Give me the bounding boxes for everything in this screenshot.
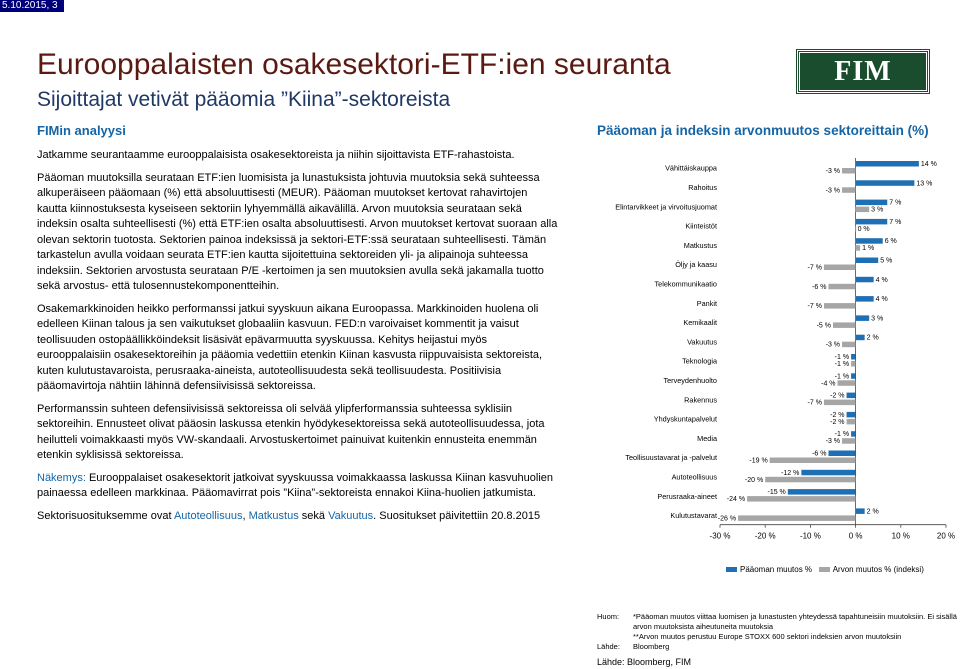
view-text: Eurooppalaiset osakesektorit jatkoivat syyskuussa voimakkaassa laskussa Kiinan kasvuhuolien painaessa edelleen markkinaa. Pääomavirrat pois ”Kiina”-sektoreista ennakoi Kiina-huolien jatkumista. — [37, 471, 554, 499]
capital-change-label: 6 % — [884, 238, 897, 246]
category-label: Telekommunikaatio — [654, 279, 717, 289]
capital-change-label: 7 % — [889, 218, 902, 226]
index-change-bar — [824, 400, 856, 406]
view-label: Näkemys: — [37, 471, 86, 484]
category-label: Teknologia — [682, 356, 717, 366]
paragraph-recommendations — [37, 509, 559, 525]
index-change-bar — [770, 458, 856, 464]
index-change-bar — [838, 380, 856, 386]
index-change-label: 3 % — [871, 206, 884, 214]
capital-change-label: 4 % — [875, 296, 888, 304]
index-change-label: -3 % — [825, 438, 841, 446]
paragraph-performance: Performanssin suhteen defensiivisissä sektoreissa oli selvää ylipferformanssia suhteessa syklisiin sektoreihin. Ennusteet olivat pääosin laskussa etenkin hyödykesektoreissa sekä autoteollisuudessa, jota heilutteli voimakkaasti myös VW-skandaali. Arvostuskertoimet painuivat kuitenkin ennusteita enemmän etenkin syklisissä sektoreissa. — [37, 402, 545, 461]
fim-logo: FIM — [797, 50, 929, 93]
category-label: Kiinteistöt — [685, 221, 717, 231]
page-subtitle: Sijoittajat vetivät pääomia ”Kiina”-sektoreista — [37, 88, 451, 111]
category-label: Rakennus — [684, 395, 717, 405]
capital-change-bar — [856, 258, 879, 264]
category-label: Kemikaalit — [683, 318, 717, 328]
rec-text-c: , — [242, 509, 249, 522]
index-change-label: -19 % — [749, 457, 768, 465]
footnote-label-huom: Huom: — [597, 612, 620, 621]
capital-change-bar — [856, 238, 883, 244]
analysis-text — [37, 148, 559, 531]
capital-change-bar — [856, 161, 919, 167]
legend-swatch-capital — [726, 567, 737, 572]
category-label: Terveydenhuolto — [663, 375, 717, 385]
capital-change-label: 13 % — [916, 180, 933, 188]
paragraph-market: Osakemarkkinoiden heikko performanssi jatkui syyskuun aikana Euroopassa. Markkinoiden huolena oli edelleen Kiinan talous ja sen vaikutukset globaaliin kasvuun. FED:n varoivaiset kommentit ja vaisut teollisuuden ostopäällikköindeksit lisäsivät epävarmuutta syyskuussa. Kehitys heijastui myös eurooppalaisiin osakesektoreihin ja pääomia vedettiin etenkin Kiinan kasvusta riippuvaisista sektoreista, kuten kulutustavaroista, perusraaka-aineista, autoteollisuudesta sekä teollisuudesta. Positiivisia pääomavirtoja nähtiin lähinnä defensiivisissä sektoreissa. — [37, 302, 543, 392]
index-change-label: -7 % — [807, 399, 822, 407]
category-label: Autoteollisuus — [671, 472, 717, 482]
rec-sector-insurance: Vakuutus — [328, 509, 374, 522]
capital-change-label: 7 % — [889, 199, 902, 207]
index-change-bar — [842, 168, 856, 174]
index-change-bar — [842, 187, 856, 193]
capital-change-bar — [851, 373, 856, 379]
footnote-source: Bloomberg — [633, 642, 670, 651]
rec-text-e: sekä — [298, 509, 329, 522]
x-tick-label: 0 % — [848, 531, 863, 541]
index-change-bar — [856, 245, 861, 251]
index-change-label: -6 % — [812, 283, 827, 291]
capital-change-bar — [856, 335, 865, 341]
chart-legend — [726, 565, 924, 574]
x-tick-label: 10 % — [891, 531, 910, 541]
category-label: Teollisuustavarat ja -palvelut — [625, 453, 717, 463]
capital-change-label: -6 % — [812, 450, 827, 458]
capital-change-bar — [856, 277, 874, 283]
capital-change-bar — [851, 354, 856, 360]
x-tick-label: 20 % — [936, 531, 956, 541]
paragraph-intro: Jatkamme seurantaamme eurooppalaisista osakesektoreista ja niihin sijoittavista ETF-rahastoista. — [37, 149, 515, 161]
paragraph-method: Pääoman muutoksilla seurataan ETF:ien luomisista ja lunastuksista johtuvia muutoksia sekä suhteessa alkuperäiseen pääomaan (%) että absoluuttisesti (MEUR). Pääoman muutokset kertovat rahavirtojen kautta kiinnostuksesta kyseiseen sektoriin lyhyemmällä aikavälillä. Arvon muutoksia seurataan sekä indeksin osalta suhteellisesti (%) että ETF:ien osalta absoluuttisesti. Arvon muutokset kertovat suoraan alla olevan sektorin tuotosta. Sektorien painoa indeksissä ja sektori-ETF:ssä seurataan suhteellisesti. Tämän tarkastelun avulla voidaan seurata ETF:ien kautta sijoitettuina sektoreiden yli- ja alipainoja suhteessa indeksiin. Sektorien arvostusta seurataan P/E -kertoimen ja sen muutoksien avulla sekä jakamalla tuotto sekä arvostus- että tulosennustekomponentteihin. — [37, 171, 558, 292]
page-title: Eurooppalaisten osakesektori-ETF:ien seuranta — [37, 48, 671, 81]
paragraph-view — [37, 471, 559, 502]
index-change-bar — [828, 284, 855, 290]
capital-change-label: -1 % — [834, 431, 850, 439]
index-change-bar — [851, 361, 856, 367]
capital-change-bar — [856, 296, 874, 302]
capital-change-bar — [788, 489, 856, 495]
index-change-bar — [842, 342, 856, 348]
footnote-label-lahde: Lähde: — [597, 642, 620, 651]
footnote-text-1: *Pääoman muutos viittaa luomisen ja lunastusten yhteydessä tapahtuneisiin muutoksiin. Ei sisällä arvon muutoksista aiheutuneita muutoksia — [633, 612, 957, 631]
capital-change-bar — [828, 451, 855, 457]
capital-change-label: -1 % — [834, 373, 850, 381]
rec-sector-autos: Autoteollisuus — [173, 509, 243, 522]
footnote-text-2: **Arvon muutos perustuu Europe STOXX 600 sektori indeksien arvon muutoksiin — [633, 632, 902, 641]
section-heading: FIMin analyysi — [37, 123, 126, 138]
index-change-label: -7 % — [807, 264, 822, 272]
capital-change-label: -15 % — [767, 489, 786, 497]
footnote-text — [633, 612, 958, 652]
sector-bar-chart — [592, 150, 956, 555]
category-label: Yhdyskuntapalvelut — [653, 414, 717, 424]
capital-change-bar — [851, 431, 856, 437]
index-change-label: -24 % — [726, 496, 746, 504]
index-change-label: 0 % — [857, 225, 870, 233]
index-change-bar — [824, 303, 856, 309]
capital-change-bar — [856, 200, 888, 206]
capital-change-bar — [801, 470, 855, 476]
capital-change-label: -12 % — [781, 469, 800, 477]
category-label: Perusraaka-aineet — [657, 491, 717, 501]
x-tick-label: -20 % — [754, 531, 776, 541]
capital-change-label: 3 % — [871, 315, 884, 323]
index-change-label: -2 % — [830, 418, 845, 426]
index-change-bar — [856, 207, 870, 213]
category-label: Vakuutus — [687, 337, 717, 347]
category-label: Pankit — [696, 298, 717, 308]
index-change-label: -1 % — [834, 361, 850, 368]
index-change-bar — [747, 496, 855, 502]
index-change-bar — [856, 226, 857, 232]
index-change-label: -26 % — [717, 515, 737, 523]
index-change-label: -3 % — [825, 187, 841, 195]
rec-text-a: Sektorisuosituksemme ovat — [37, 509, 174, 522]
rec-sector-travel: Matkustus — [248, 509, 299, 522]
legend-label-index: Arvon muutos % (indeksi) — [832, 565, 924, 574]
category-label: Media — [697, 433, 717, 443]
index-change-bar — [833, 322, 856, 328]
rec-text-g: . Suositukset päivitettiin 20.8.2015 — [373, 509, 541, 522]
capital-change-bar — [856, 180, 915, 186]
index-change-bar — [824, 265, 856, 271]
capital-change-bar — [847, 393, 856, 399]
capital-change-label: -1 % — [834, 354, 850, 361]
x-tick-label: -30 % — [709, 531, 731, 541]
capital-change-label: -2 % — [830, 392, 845, 400]
category-label: Öljy ja kaasu — [675, 260, 717, 270]
category-label: Kulutustavarat — [670, 511, 717, 521]
capital-change-label: 5 % — [880, 257, 893, 265]
index-change-label: -3 % — [825, 341, 841, 349]
index-change-label: -3 % — [825, 168, 841, 175]
index-change-label: -7 % — [807, 303, 822, 311]
index-change-label: -20 % — [744, 476, 764, 484]
x-tick-label: -10 % — [799, 531, 821, 541]
capital-change-bar — [856, 219, 888, 225]
index-change-label: -4 % — [821, 380, 836, 388]
page-source: Lähde: Bloomberg, FIM — [597, 657, 692, 667]
page-date: 5.10.2015, 3 — [0, 0, 64, 12]
index-change-bar — [765, 477, 855, 483]
capital-change-bar — [856, 315, 870, 321]
capital-change-label: 2 % — [866, 508, 879, 516]
chart-heading: Pääoman ja indeksin arvonmuutos sektoreittain (%) — [597, 123, 929, 138]
index-change-bar — [847, 419, 856, 425]
capital-change-bar — [847, 412, 856, 418]
legend-swatch-index — [819, 567, 830, 572]
index-change-bar — [738, 515, 856, 521]
category-label: Rahoitus — [688, 182, 717, 192]
capital-change-label: 4 % — [875, 276, 888, 284]
category-label: Vähittäiskauppa — [665, 163, 717, 173]
category-label: Matkustus — [683, 240, 717, 250]
capital-change-label: -2 % — [830, 411, 845, 419]
capital-change-label: 14 % — [920, 161, 937, 168]
capital-change-bar — [856, 508, 865, 514]
capital-change-label: 2 % — [866, 334, 879, 342]
index-change-label: 1 % — [862, 245, 875, 253]
index-change-bar — [842, 438, 856, 444]
index-change-label: -5 % — [816, 322, 831, 330]
legend-label-capital: Pääoman muutos % — [740, 565, 813, 574]
category-label: Elintarvikkeet ja virvoitusjuomat — [615, 202, 717, 212]
